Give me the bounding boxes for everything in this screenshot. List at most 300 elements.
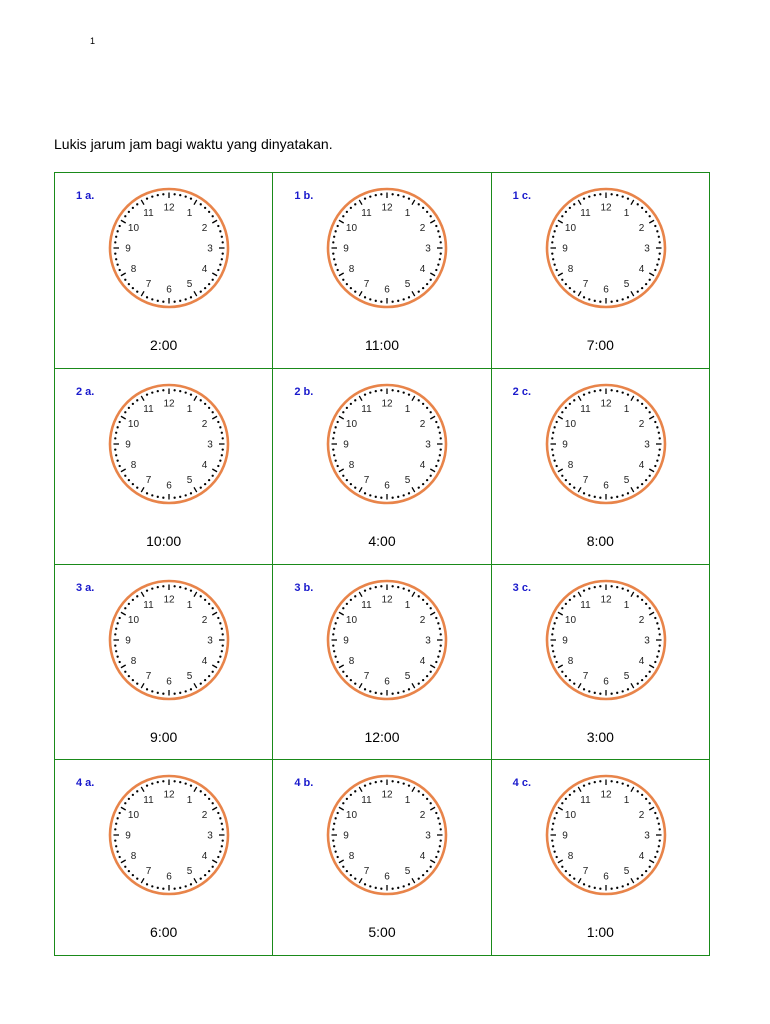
minute-dot [162, 496, 164, 498]
minute-dot [555, 812, 557, 814]
minute-dot [657, 823, 659, 825]
clock-numeral: 11 [579, 599, 591, 611]
minute-dot [146, 688, 148, 690]
clock-numeral: 11 [579, 403, 591, 415]
minute-dot [157, 194, 159, 196]
minute-dot [342, 215, 344, 217]
clock-numeral: 6 [384, 676, 391, 687]
minute-dot [564, 602, 566, 604]
clock-numeral: 1 [623, 599, 629, 611]
minute-dot [204, 402, 206, 404]
minute-dot [553, 655, 555, 657]
minute-dot [335, 459, 337, 461]
minute-dot [146, 492, 148, 494]
minute-dot [430, 802, 432, 804]
minute-dot [561, 411, 563, 413]
clock-cell [55, 173, 273, 369]
minute-dot [369, 690, 371, 692]
clock-numeral: 1 [405, 207, 411, 219]
clock-face[interactable] [544, 578, 668, 702]
clock-numeral: 7 [364, 474, 370, 486]
clock-numeral: 10 [127, 418, 140, 430]
clock-face[interactable] [107, 578, 231, 702]
minute-dot [648, 670, 650, 672]
clock-numeral: 3 [425, 243, 432, 255]
minute-dot [128, 211, 130, 213]
clock-numeral: 9 [561, 243, 568, 255]
minute-dot [593, 390, 595, 392]
clock-face[interactable] [325, 578, 449, 702]
minute-dot [426, 674, 428, 676]
minute-dot [552, 823, 554, 825]
minute-dot [621, 783, 623, 785]
clock-numeral: 9 [343, 439, 350, 451]
minute-dot [146, 296, 148, 298]
clock-numeral: 4 [420, 459, 426, 471]
minute-dot [438, 817, 440, 819]
clock-face[interactable] [544, 773, 668, 897]
minute-dot [146, 883, 148, 885]
clock-numeral: 8 [567, 655, 573, 667]
minute-dot [555, 225, 557, 227]
question-label: 2 a. [76, 385, 95, 398]
target-time: 3:00 [586, 728, 614, 745]
minute-dot [588, 391, 590, 393]
clock-face[interactable] [107, 382, 231, 506]
minute-dot [115, 236, 117, 238]
minute-dot [381, 496, 383, 498]
question-label: 2 b. [294, 385, 314, 398]
minute-dot [119, 856, 121, 858]
minute-dot [217, 812, 219, 814]
minute-dot [610, 193, 612, 195]
minute-dot [636, 399, 638, 401]
clock-numeral: 2 [420, 810, 426, 822]
minute-dot [333, 845, 335, 847]
minute-dot [610, 888, 612, 890]
minute-dot [610, 301, 612, 303]
clock-numeral: 9 [561, 830, 568, 842]
clock-numeral: 11 [361, 207, 373, 219]
minute-dot [114, 644, 116, 646]
minute-dot [335, 230, 337, 232]
clock-numeral: 5 [186, 866, 193, 878]
minute-dot [364, 589, 366, 591]
minute-dot [217, 616, 219, 618]
minute-dot [212, 866, 214, 868]
clock-numeral: 3 [207, 439, 213, 451]
minute-dot [438, 459, 440, 461]
minute-dot [636, 595, 638, 597]
minute-dot [403, 783, 405, 785]
clock-numeral: 3 [425, 830, 432, 842]
minute-dot [552, 454, 554, 456]
clock-numeral: 7 [145, 474, 152, 486]
minute-dot [136, 682, 138, 684]
minute-dot [654, 660, 656, 662]
question-label: 4 c. [512, 777, 532, 790]
clock-numeral: 5 [623, 279, 629, 291]
minute-dot [561, 866, 563, 868]
minute-dot [616, 390, 618, 392]
target-time: 5:00 [368, 924, 396, 941]
clock-numeral: 9 [561, 635, 568, 646]
minute-dot [626, 883, 628, 885]
minute-dot [551, 644, 553, 646]
clock-numeral: 4 [638, 264, 644, 275]
minute-dot [436, 465, 438, 467]
minute-dot [369, 783, 371, 785]
clock-numeral: 6 [602, 480, 609, 492]
minute-dot [418, 682, 420, 684]
minute-dot [583, 589, 585, 591]
clock-numeral: 1 [186, 403, 193, 415]
clock-face[interactable] [544, 186, 668, 310]
minute-dot [119, 269, 121, 271]
minute-dot [422, 678, 424, 680]
minute-dot [217, 225, 219, 227]
minute-dot [593, 887, 595, 889]
clock-numeral: 10 [127, 223, 140, 234]
clock-numeral: 8 [567, 264, 573, 275]
minute-dot [588, 783, 590, 785]
minute-dot [116, 622, 118, 624]
minute-dot [337, 856, 339, 858]
minute-dot [354, 682, 356, 684]
minute-dot [422, 287, 424, 289]
minute-dot [222, 633, 224, 635]
minute-dot [588, 885, 590, 887]
minute-dot [342, 411, 344, 413]
minute-dot [440, 252, 442, 254]
minute-dot [438, 230, 440, 232]
minute-dot [430, 607, 432, 609]
minute-dot [440, 840, 442, 842]
minute-dot [119, 660, 121, 662]
minute-dot [573, 878, 575, 880]
minute-dot [375, 390, 377, 392]
clock-numeral: 5 [405, 279, 411, 291]
clock-numeral: 4 [638, 459, 644, 471]
clock-face[interactable] [325, 773, 449, 897]
clock-numeral: 12 [381, 789, 393, 801]
clock-numeral: 6 [166, 676, 172, 687]
clock-face[interactable] [107, 773, 231, 897]
minute-dot [136, 291, 138, 293]
minute-dot [438, 426, 440, 428]
minute-dot [115, 454, 117, 456]
minute-dot [185, 885, 187, 887]
minute-dot [222, 252, 224, 254]
minute-dot [162, 780, 164, 782]
minute-dot [397, 495, 399, 497]
minute-dot [621, 885, 623, 887]
clock-numeral: 7 [582, 866, 588, 878]
minute-dot [568, 598, 570, 600]
clock-numeral: 12 [600, 398, 612, 410]
minute-dot [332, 644, 334, 646]
minute-dot [418, 878, 420, 880]
minute-dot [626, 492, 628, 494]
minute-dot [375, 300, 377, 302]
minute-dot [342, 866, 344, 868]
clock-face[interactable] [107, 186, 231, 310]
clock-numeral: 10 [564, 223, 576, 234]
minute-dot [337, 225, 339, 227]
minute-dot [564, 870, 566, 872]
minute-dot [621, 690, 623, 692]
minute-dot [599, 193, 601, 195]
minute-dot [648, 215, 650, 217]
clock-numeral: 6 [602, 871, 609, 883]
minute-dot [439, 258, 441, 260]
minute-dot [190, 198, 192, 200]
minute-dot [588, 195, 590, 197]
minute-dot [573, 486, 575, 488]
minute-dot [381, 301, 383, 303]
minute-dot [418, 595, 420, 597]
minute-dot [583, 393, 585, 395]
minute-dot [162, 692, 164, 694]
minute-dot [162, 888, 164, 890]
minute-dot [436, 421, 438, 423]
minute-dot [658, 437, 660, 439]
minute-dot [136, 790, 138, 792]
minute-dot [116, 655, 118, 657]
minute-dot [588, 587, 590, 589]
clock-numeral: 1 [623, 795, 629, 807]
clock-cell [273, 565, 491, 761]
clock-numeral: 2 [201, 614, 208, 626]
minute-dot [222, 437, 224, 439]
minute-dot [212, 607, 214, 609]
minute-dot [185, 298, 187, 300]
minute-dot [654, 421, 656, 423]
minute-dot [658, 828, 660, 830]
clock-numeral: 7 [145, 279, 152, 291]
clock-numeral: 5 [405, 866, 411, 878]
minute-dot [208, 283, 210, 285]
clock-numeral: 7 [582, 670, 588, 682]
minute-dot [430, 279, 432, 281]
minute-dot [222, 644, 224, 646]
clock-numeral: 2 [420, 614, 426, 626]
minute-dot [438, 622, 440, 624]
clock-numeral: 10 [346, 223, 358, 234]
minute-dot [657, 431, 659, 433]
minute-dot [151, 587, 153, 589]
minute-dot [392, 888, 394, 890]
minute-dot [124, 670, 126, 672]
minute-dot [593, 495, 595, 497]
minute-dot [657, 627, 659, 629]
minute-dot [151, 690, 153, 692]
minute-dot [657, 650, 659, 652]
minute-dot [555, 660, 557, 662]
minute-dot [115, 627, 117, 629]
minute-dot [564, 479, 566, 481]
clock-numeral: 10 [127, 614, 140, 626]
minute-dot [616, 300, 618, 302]
minute-dot [641, 794, 643, 796]
clock-numeral: 11 [143, 599, 154, 611]
minute-dot [616, 691, 618, 693]
clock-numeral: 2 [201, 810, 208, 822]
minute-dot [337, 616, 339, 618]
question-label: 1 b. [294, 190, 314, 202]
clock-numeral: 6 [384, 871, 391, 883]
minute-dot [219, 426, 221, 428]
minute-dot [403, 391, 405, 393]
minute-dot [350, 207, 352, 209]
minute-dot [136, 203, 138, 205]
clock-numeral: 12 [381, 398, 393, 410]
minute-dot [657, 845, 659, 847]
clock-numeral: 3 [425, 635, 432, 646]
minute-dot [219, 230, 221, 232]
minute-dot [568, 794, 570, 796]
minute-dot [418, 399, 420, 401]
clock-numeral: 3 [643, 830, 650, 842]
minute-dot [369, 494, 371, 496]
clock-face[interactable] [544, 382, 668, 506]
minute-dot [185, 587, 187, 589]
minute-dot [636, 682, 638, 684]
minute-dot [439, 431, 441, 433]
minute-dot [392, 301, 394, 303]
clock-face[interactable] [325, 186, 449, 310]
clock-face[interactable] [325, 382, 449, 506]
clock-numeral: 4 [638, 851, 644, 863]
question-label: 4 a. [76, 777, 95, 790]
clock-numeral: 12 [381, 594, 393, 605]
minute-dot [408, 688, 410, 690]
minute-dot [124, 215, 126, 217]
target-time: 1:00 [586, 924, 614, 941]
minute-dot [551, 448, 553, 450]
minute-dot [610, 389, 612, 391]
minute-dot [641, 483, 643, 485]
minute-dot [333, 627, 335, 629]
clock-numeral: 1 [186, 795, 193, 807]
minute-dot [132, 207, 134, 209]
minute-dot [369, 587, 371, 589]
minute-dot [381, 389, 383, 391]
clock-numeral: 1 [405, 795, 411, 807]
minute-dot [179, 586, 181, 588]
minute-dot [354, 203, 356, 205]
clock-numeral: 9 [561, 439, 568, 451]
minute-dot [114, 633, 116, 635]
minute-dot [422, 402, 424, 404]
minute-dot [221, 823, 223, 825]
minute-dot [621, 494, 623, 496]
minute-dot [119, 421, 121, 423]
minute-dot [658, 840, 660, 842]
minute-dot [616, 194, 618, 196]
minute-dot [552, 845, 554, 847]
clock-numeral: 4 [420, 851, 426, 863]
minute-dot [658, 241, 660, 243]
minute-dot [397, 586, 399, 588]
target-time: 10:00 [146, 532, 182, 549]
minute-dot [422, 794, 424, 796]
minute-dot [204, 483, 206, 485]
minute-dot [179, 390, 181, 392]
minute-dot [408, 492, 410, 494]
minute-dot [408, 883, 410, 885]
minute-dot [552, 258, 554, 260]
clock-numeral: 12 [600, 789, 612, 801]
minute-dot [350, 287, 352, 289]
minute-dot [333, 650, 335, 652]
minute-dot [208, 870, 210, 872]
minute-dot [392, 692, 394, 694]
minute-dot [403, 298, 405, 300]
minute-dot [555, 616, 557, 618]
minute-dot [221, 431, 223, 433]
minute-dot [350, 598, 352, 600]
minute-dot [561, 215, 563, 217]
minute-dot [116, 817, 118, 819]
minute-dot [610, 780, 612, 782]
minute-dot [132, 874, 134, 876]
clock-numeral: 12 [163, 398, 175, 410]
minute-dot [333, 431, 335, 433]
minute-dot [190, 688, 192, 690]
minute-dot [128, 798, 130, 800]
minute-dot [553, 817, 555, 819]
minute-dot [403, 587, 405, 589]
minute-dot [116, 851, 118, 853]
clock-numeral: 8 [130, 264, 137, 275]
minute-dot [151, 783, 153, 785]
minute-dot [179, 781, 181, 783]
minute-dot [116, 230, 118, 232]
minute-dot [136, 486, 138, 488]
minute-dot [208, 674, 210, 676]
clock-numeral: 7 [364, 279, 370, 291]
minute-dot [157, 887, 159, 889]
minute-dot [354, 790, 356, 792]
minute-dot [200, 486, 202, 488]
minute-dot [346, 283, 348, 285]
minute-dot [381, 692, 383, 694]
minute-dot [439, 627, 441, 629]
minute-dot [654, 269, 656, 271]
minute-dot [204, 287, 206, 289]
minute-dot [200, 790, 202, 792]
minute-dot [217, 421, 219, 423]
clock-numeral: 3 [425, 439, 432, 451]
minute-dot [551, 437, 553, 439]
target-time: 7:00 [586, 337, 614, 353]
minute-dot [208, 479, 210, 481]
clock-numeral: 8 [130, 851, 137, 863]
minute-dot [219, 851, 221, 853]
minute-dot [190, 296, 192, 298]
minute-dot [335, 817, 337, 819]
minute-dot [553, 230, 555, 232]
minute-dot [658, 644, 660, 646]
minute-dot [436, 856, 438, 858]
clock-numeral: 7 [582, 279, 588, 291]
minute-dot [616, 887, 618, 889]
minute-dot [440, 448, 442, 450]
minute-dot [583, 492, 585, 494]
minute-dot [599, 389, 601, 391]
minute-dot [369, 195, 371, 197]
